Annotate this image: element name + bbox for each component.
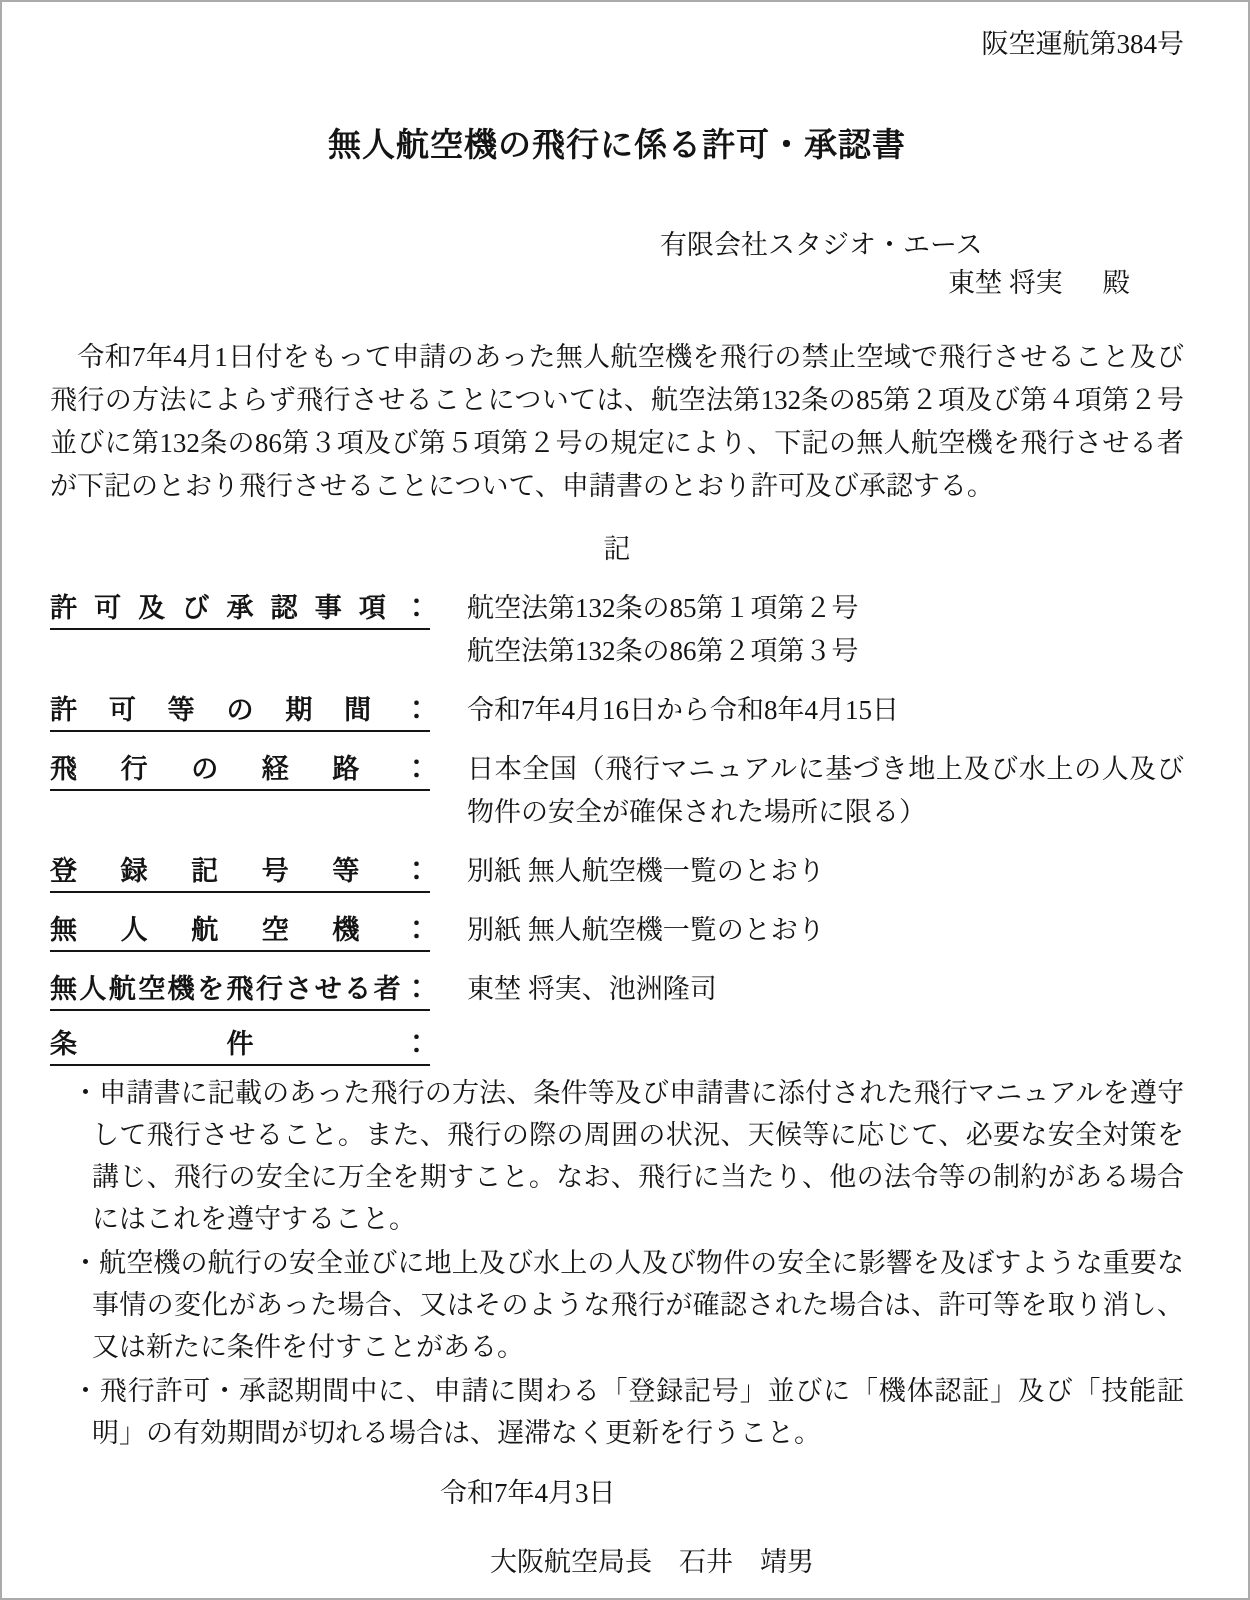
item-values <box>467 748 1184 834</box>
item-label: 登録記号等： <box>50 854 430 893</box>
item-row-conditions-heading <box>50 1027 1184 1066</box>
condition-item: ・航空機の航行の安全並びに地上及び水上の人及び物件の安全に影響を及ぼすような重要な事情の変化があった場合、又はそのような飛行が確認された場合は、許可等を取り消し、又は新たに条件を付すことがある。 <box>72 1248 1184 1362</box>
addressee-honorific: 殿 <box>1102 268 1130 298</box>
addressee-person-line <box>948 264 1184 302</box>
item-value: 別紙 無人航空機一覧のとおり <box>467 915 825 945</box>
addressee-block <box>50 226 1184 302</box>
item-values <box>467 689 1184 732</box>
issue-date: 令和7年4月3日 <box>440 1478 616 1508</box>
addressee-company: 有限会社スタジオ・エース <box>660 230 983 260</box>
item-value: 別紙 無人航空機一覧のとおり <box>467 856 825 886</box>
addressee-person: 東埜 将実 <box>948 268 1063 298</box>
doc-number: 阪空運航第384号 <box>981 29 1184 59</box>
page-title: 無人航空機の飛行に係る許可・承認書 <box>328 128 906 164</box>
item-row-operators <box>50 968 1184 1011</box>
item-row-uav <box>50 909 1184 952</box>
item-values <box>467 968 1184 1011</box>
item-value: 令和7年4月16日から令和8年4月15日 <box>467 695 899 725</box>
item-values <box>467 909 1184 952</box>
item-label: 許可等の期間： <box>50 693 430 732</box>
item-label: 無人航空機： <box>50 913 430 952</box>
item-values <box>467 587 1184 673</box>
item-label: 飛行の経路： <box>50 752 430 791</box>
item-row-flight-route <box>50 748 1184 834</box>
item-label: 無人航空機を飛行させる者： <box>50 972 430 1011</box>
body-paragraph: 令和7年4月1日付をもって申請のあった無人航空機を飛行の禁止空域で飛行させること及び飛行の方法によらず飛行させることについては、航空法第132条の85第２項及び第４項第２号並びに第132条の86第３項及び第５項第２号の規定により、下記の無人航空機を飛行させる者が下記のとおり飛行させることについて、申請書のとおり許可及び承認する。 <box>50 342 1184 501</box>
section-marker: 記 <box>603 534 631 564</box>
item-row-permitted-matters <box>50 587 1184 673</box>
item-value: 日本全国（飛行マニュアルに基づき地上及び水上の人及び物件の安全が確保された場所に限る） <box>467 754 1184 827</box>
item-value: 東埜 将実、池洲隆司 <box>467 974 717 1004</box>
item-label: 条件： <box>50 1027 430 1066</box>
condition-item: ・申請書に記載のあった飛行の方法、条件等及び申請書に添付された飛行マニュアルを遵守して飛行させること。また、飛行の際の周囲の状況、天候等に応じて、必要な安全対策を講じ、飛行の安全に万全を期すこと。なお、飛行に当たり、他の法令等の制約がある場合にはこれを遵守すること。 <box>72 1078 1184 1234</box>
condition-item: ・飛行許可・承認期間中に、申請に関わる「登録記号」並びに「機体認証」及び「技能証明」の有効期間が切れる場合は、遅滞なく更新を行うこと。 <box>72 1376 1184 1448</box>
signature: 大阪航空局長 石井 靖男 <box>490 1547 814 1577</box>
item-label: 許可及び承認事項： <box>50 591 430 630</box>
item-row-registration <box>50 850 1184 893</box>
item-row-permit-period <box>50 689 1184 732</box>
item-value: 航空法第132条の86第２項第３号 <box>467 636 859 666</box>
conditions-list <box>72 1072 1184 1454</box>
item-values <box>467 850 1184 893</box>
item-value: 航空法第132条の85第１項第２号 <box>467 593 859 623</box>
